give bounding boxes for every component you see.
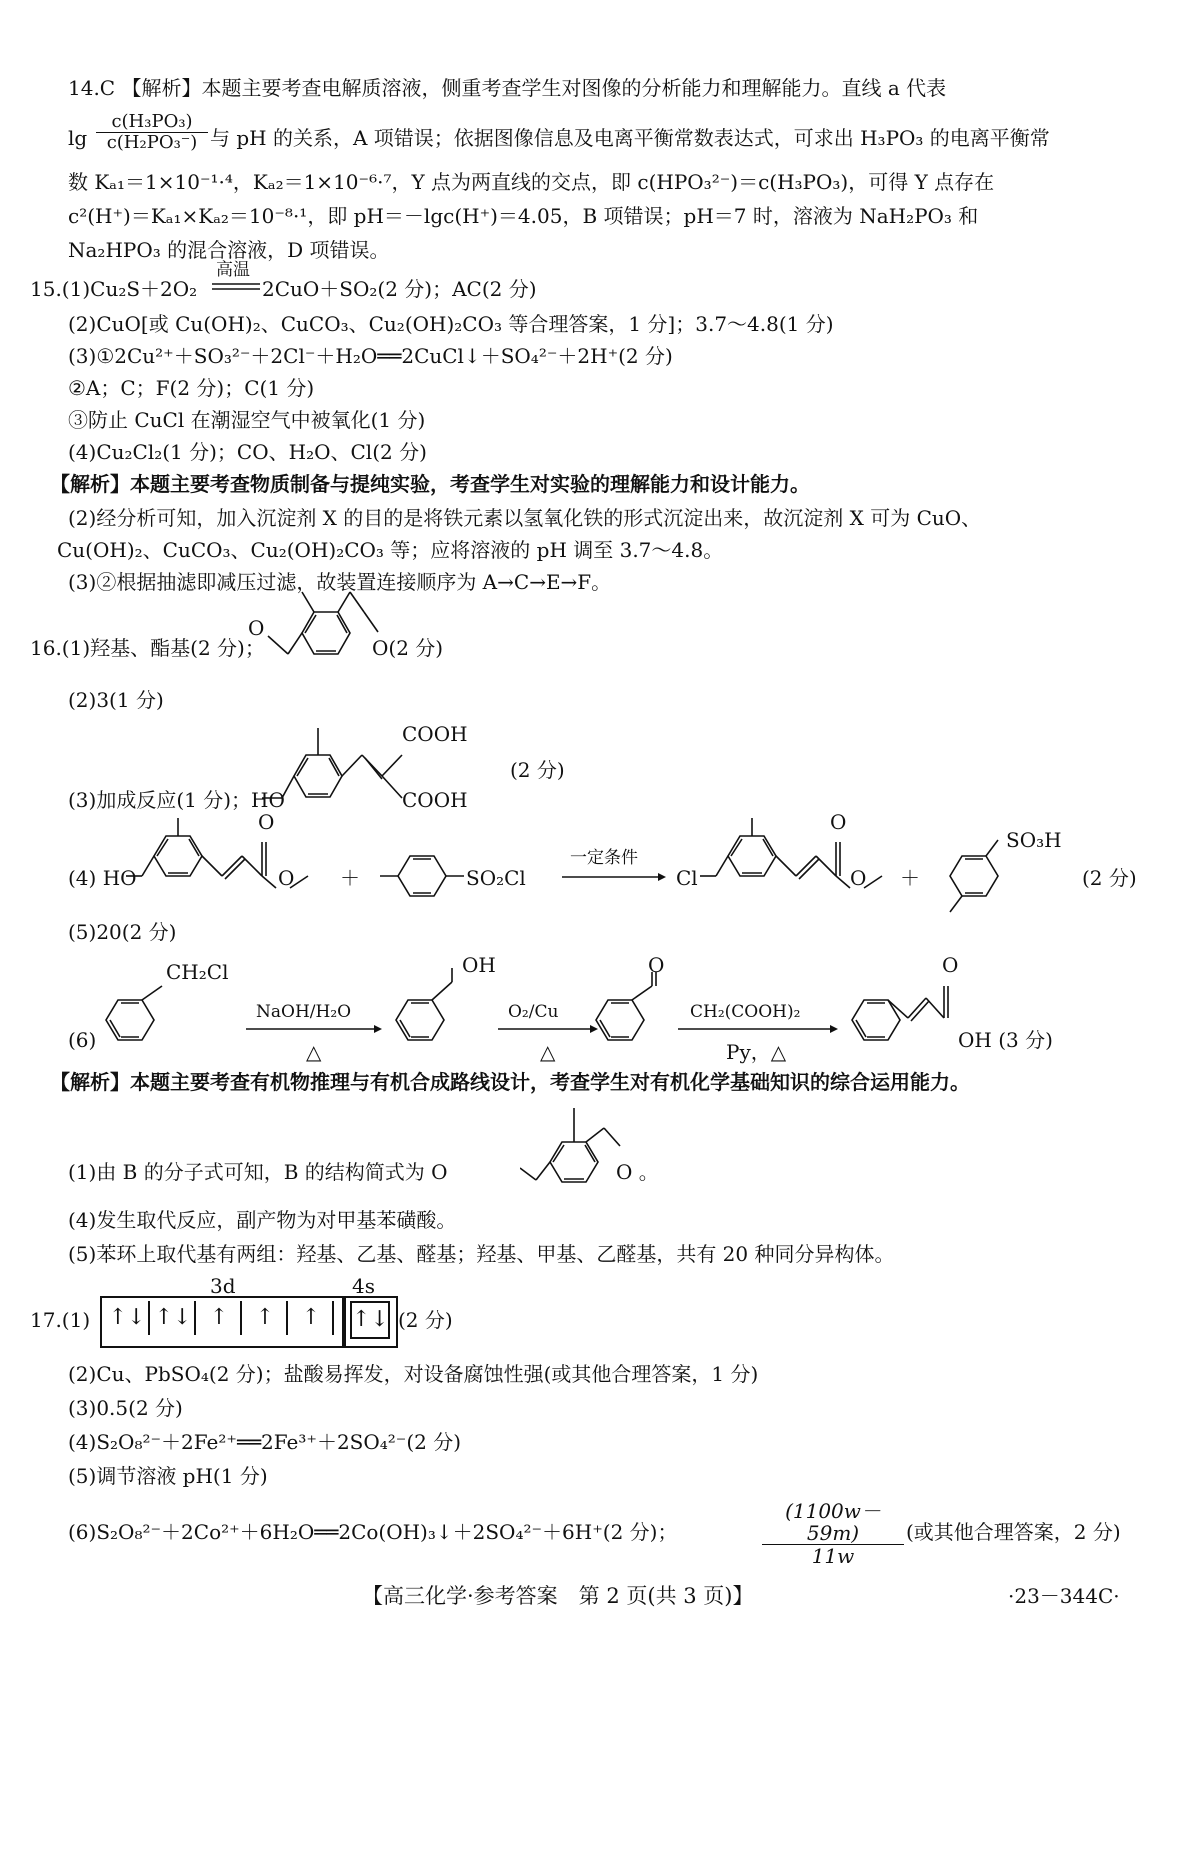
molecule-benzaldehyde (590, 968, 670, 1058)
reagent-1: NaOH/H₂O (256, 1002, 352, 1022)
orbital-3d-box-3: ↑ (198, 1301, 242, 1335)
o-label-right: O(2 分) (372, 636, 444, 660)
q17-fraction (762, 1500, 904, 1567)
heat-1: △ (306, 1040, 322, 1064)
condition-label: 一定条件 (570, 848, 638, 868)
orbital-3d-box-2: ↑↓ (152, 1301, 196, 1335)
q16-analysis-5: (5)苯环上取代基有两组：羟基、乙基、醛基；羟基、甲基、乙醛基，共有 20 种同分异构体。 (68, 1242, 895, 1266)
q14-line-3: 数 Kₐ₁＝1×10⁻¹·⁴，Kₐ₂＝1×10⁻⁶·⁷，Y 点为两直线的交点，即 c(HPO₃²⁻)＝c(H₃PO₃)，可得 Y 点存在 (68, 170, 995, 194)
q17-line-1: 17.(1) (30, 1308, 91, 1332)
q14-line-4: c²(H⁺)＝Kₐ₁×Kₐ₂＝10⁻⁸·¹，即 pH＝－lgc(H⁺)＝4.05，B 项错误；pH＝7 时，溶液为 NaH₂PO₃ 和 (68, 204, 979, 228)
q15-line-10: (3)②根据抽滤即减压过滤，故装置连接顺序为 A→C→E→F。 (68, 570, 612, 594)
footer-center: 【高三化学·参考答案 第 2 页(共 3 页)】 (362, 1584, 754, 1608)
q17-1-score: (2 分) (398, 1308, 453, 1332)
q17-line-2: (2)Cu、PbSO₄(2 分)；盐酸易挥发，对设备腐蚀性强(或其他合理答案，1 分) (68, 1362, 759, 1386)
q15-line-3: (3)①2Cu²⁺＋SO₃²⁻＋2Cl⁻＋H₂O══2CuCl↓＋SO₄²⁻＋2H⁺(2 分) (68, 344, 673, 368)
orbital-4s-box: ↑↓ (350, 1301, 390, 1339)
ch2cl-label: CH₂Cl (166, 960, 229, 984)
q15-line-2: (2)CuO[或 Cu(OH)₂、CuCO₃、Cu₂(OH)₂CO₃ 等合理答案，1 分]；3.7～4.8(1 分) (68, 312, 834, 336)
q15-condition: 高温 (216, 260, 250, 280)
q14-lg: lg (68, 126, 88, 150)
q15-analysis-title: 【解析】本题主要考查物质制备与提纯实验，考查学生对实验的理解能力和设计能力。 (50, 472, 810, 496)
fraction-denominator: c(H₂PO₃⁻) (106, 132, 198, 153)
reaction-arrow-4 (562, 870, 666, 884)
o-carbonyl-2: O (830, 810, 847, 834)
plus-2: ＋ (900, 866, 920, 890)
cl-label: Cl (676, 866, 698, 890)
q16-line-4: (4) HO (68, 866, 137, 890)
q17-line-4: (4)S₂O₈²⁻＋2Fe²⁺══2Fe³⁺＋2SO₄²⁻(2 分) (68, 1430, 462, 1454)
double-arrow-line (212, 282, 262, 292)
q16-line-6: (6) (68, 1028, 97, 1052)
q16-analysis-1b: O 。 (616, 1160, 659, 1184)
q16-analysis-1a: (1)由 B 的分子式可知，B 的结构简式为 O (68, 1160, 448, 1184)
reagent-2: O₂/Cu (508, 1002, 559, 1022)
q15-line-4: ②A；C；F(2 分)；C(1 分) (68, 376, 315, 400)
so3h-label: SO₃H (1006, 828, 1062, 852)
reaction-arrow-6b (498, 1022, 598, 1036)
orbital-3d-box-5: ↑ (290, 1301, 334, 1335)
reaction-arrow-6a (246, 1022, 382, 1036)
q14-line-2: 与 pH 的关系，A 项错误；依据图像信息及电离平衡常数表达式，可求出 H₃PO₃ 的电离平衡常 (210, 126, 1050, 150)
orbital-3d-box-1: ↑↓ (106, 1301, 150, 1335)
q17-line-6-end: (或其他合理答案，2 分) (906, 1520, 1121, 1544)
orbital-3d-box-4: ↑ (244, 1301, 288, 1335)
heat-2: △ (540, 1040, 556, 1064)
fraction-numerator: (1100w－59m) (785, 1499, 881, 1545)
q16-line-2: (2)3(1 分) (68, 688, 164, 712)
o-ester-2: O (850, 866, 867, 890)
o-label-left: O (248, 616, 265, 640)
molecule-ester-chloride (700, 818, 900, 908)
o-carbonyl-1: O (258, 810, 275, 834)
q16-analysis-4: (4)发生取代反应，副产物为对甲基苯磺酸。 (68, 1208, 457, 1232)
q16-4-score: (2 分) (1082, 866, 1137, 890)
q16-line-5: (5)20(2 分) (68, 920, 177, 944)
q17-line-6: (6)S₂O₈²⁻＋2Co²⁺＋6H₂O══2Co(OH)₃↓＋2SO₄²⁻＋6H⁺(2 分)； (68, 1520, 678, 1544)
o-ester-1: O (278, 866, 295, 890)
cooh-bottom: COOH (402, 788, 468, 812)
q14-line-5: Na₂HPO₃ 的混合溶液，D 项错误。 (68, 238, 390, 262)
plus-1: ＋ (340, 866, 360, 890)
q15-line-1b: 2CuO＋SO₂(2 分)；AC(2 分) (262, 277, 537, 301)
oh-label-1: OH (462, 953, 496, 977)
q15-line-6: (4)Cu₂Cl₂(1 分)；CO、H₂O、Cl(2 分) (68, 440, 427, 464)
q16-analysis-title: 【解析】本题主要考查有机物推理与有机合成路线设计，考查学生对有机化学基础知识的综合运用能力。 (50, 1070, 970, 1094)
molecule-ester-alcohol (126, 818, 326, 908)
reaction-arrow-6c (678, 1022, 838, 1036)
orbital-3d-label: 3d (210, 1274, 236, 1298)
o-aldehyde-label: O (648, 953, 665, 977)
q16-3-score: (2 分) (510, 758, 565, 782)
q16-6-end: OH (3 分) (958, 1028, 1053, 1052)
q17-line-3: (3)0.5(2 分) (68, 1396, 183, 1420)
molecule-benzyl-alcohol (390, 968, 480, 1058)
q16-line-1: 16.(1)羟基、酯基(2 分)； (30, 636, 265, 660)
molecule-cinnamic-acid (846, 968, 966, 1058)
q16-line-3: (3)加成反应(1 分)；HO (68, 788, 285, 812)
footer-code: ·23－344C· (1008, 1584, 1120, 1608)
q15-line-5: ③防止 CuCl 在潮湿空气中被氧化(1 分) (68, 408, 426, 432)
q14-fraction (96, 112, 208, 153)
q15-line-8: (2)经分析可知，加入沉淀剂 X 的目的是将铁元素以氢氧化铁的形式沉淀出来，故沉淀剂 X 可为 CuO、 (68, 506, 982, 530)
q15-line-1a: 15.(1)Cu₂S＋2O₂ (30, 277, 198, 301)
molecule-diacid (262, 718, 422, 828)
molecule-benzyl-chloride (100, 972, 190, 1052)
cooh-top: COOH (402, 722, 468, 746)
conditions-py: Py，△ (726, 1040, 787, 1064)
so2cl-label: SO₂Cl (466, 866, 526, 890)
fraction-denominator: 11w (811, 1544, 855, 1568)
o-acid-label: O (942, 953, 959, 977)
q17-line-5: (5)调节溶液 pH(1 分) (68, 1464, 268, 1488)
q15-line-9: Cu(OH)₂、CuCO₃、Cu₂(OH)₂CO₃ 等；应将溶液的 pH 调至 3.7～4.8。 (57, 538, 724, 562)
fraction-numerator: c(H₃PO₃) (111, 111, 193, 132)
orbital-4s-label: 4s (352, 1274, 375, 1298)
q14-line-1: 14.C 【解析】本题主要考查电解质溶液，侧重考查学生对图像的分析能力和理解能力。直线 a 代表 (68, 76, 947, 100)
reagent-3: CH₂(COOH)₂ (690, 1002, 801, 1022)
